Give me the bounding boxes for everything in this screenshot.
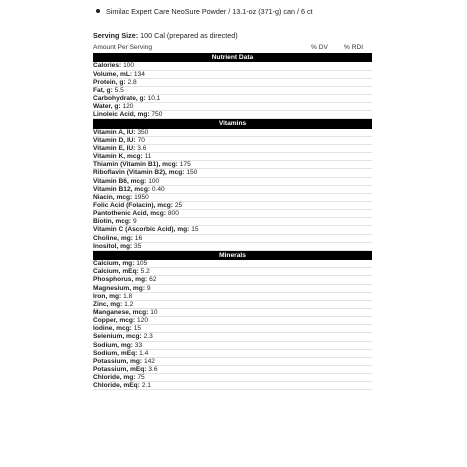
table-row (93, 325, 372, 333)
nutrient-value: 3.6 (148, 366, 158, 373)
table-row (93, 276, 372, 284)
nutrient-value: 100 (148, 177, 160, 185)
nutrient-value: 100 (123, 62, 135, 70)
nutrient-label: Riboflavin (Vitamin B2), mcg: (93, 169, 185, 177)
nutrient-label: Vitamin B12, mcg: (93, 185, 151, 193)
nutrient-label: Phosphorus, mg: (93, 276, 148, 284)
nutrient-label: Manganese, mcg: (93, 309, 149, 317)
table-row (93, 366, 372, 374)
nutrient-value: 62 (149, 276, 157, 284)
table-row (93, 62, 372, 70)
serving-size-label: Serving Size: (93, 31, 139, 40)
nutrient-value: 10 (150, 309, 158, 317)
table-row (93, 111, 372, 119)
nutrient-label: Thiamin (Vitamin B1), mcg: (93, 161, 178, 169)
nutrient-value: 1.4 (139, 349, 149, 357)
nutrient-label: Sodium, mg: (93, 341, 133, 349)
table-row (93, 342, 372, 350)
serving-size (93, 31, 238, 40)
serving-size-value: 100 Cal (prepared as directed) (140, 31, 238, 40)
table-row (93, 218, 372, 226)
nutrient-value: 1950 (134, 193, 149, 201)
nutrient-label: Sodium, mEq: (93, 349, 138, 357)
nutrient-label: Pantothenic Acid, mcg: (93, 210, 167, 218)
nutrient-value: 15 (191, 226, 199, 234)
nutrient-label: Vitamin E, IU: (93, 145, 136, 153)
nutrient-label: Protein, g: (93, 78, 126, 86)
section-header: Nutrient Data (93, 53, 372, 62)
table-row (93, 145, 372, 153)
header-amount: Amount Per Serving (93, 44, 153, 51)
table-row (93, 129, 372, 137)
nutrient-value: 1.2 (124, 300, 134, 308)
nutrient-value: 16 (134, 234, 143, 242)
nutrient-label: Vitamin A, IU: (93, 128, 136, 136)
table-row (93, 317, 372, 325)
nutrient-label: Potassium, mg: (93, 357, 143, 365)
nutrient-label: Zinc, mg: (93, 300, 123, 308)
nutrient-label: Choline, mg: (93, 234, 133, 242)
table-row (93, 194, 372, 202)
table-row (93, 87, 372, 95)
table-row (93, 169, 372, 177)
section-header: Vitamins (93, 119, 372, 128)
table-row (93, 382, 372, 390)
nutrient-value: 0.40 (151, 185, 165, 193)
nutrient-label: Calcium, mEq: (93, 268, 139, 276)
nutrient-value: 142 (143, 357, 155, 365)
table-row (93, 186, 372, 194)
nutrient-value: 75 (137, 374, 145, 382)
nutrient-label: Volume, mL: (93, 70, 133, 78)
table-row (93, 333, 372, 341)
nutrient-value: 11 (144, 153, 152, 161)
table-row (93, 95, 372, 103)
nutrient-label: Carbohydrate, g: (93, 95, 146, 103)
nutrient-value: 1.8 (123, 292, 133, 300)
nutrient-value: 2.3 (143, 333, 153, 341)
section-header: Minerals (93, 251, 372, 260)
nutrient-label: Chloride, mEq: (93, 382, 140, 390)
nutrient-label: Linoleic Acid, mg: (93, 111, 150, 119)
table-row (93, 260, 372, 268)
nutrient-label: Folic Acid (Folacin), mcg: (93, 202, 173, 210)
table-row (93, 71, 372, 79)
nutrient-value: 3.6 (137, 145, 147, 153)
table-row (93, 358, 372, 366)
header-dv: % DV (311, 44, 328, 51)
nutrient-value: 15 (133, 325, 142, 333)
nutrient-value: 9 (146, 284, 151, 292)
table-row (93, 210, 372, 218)
table-row (93, 293, 372, 301)
nutrition-table (93, 44, 372, 390)
table-row (93, 178, 372, 186)
nutrient-label: Copper, mcg: (93, 317, 136, 325)
nutrient-value: 9 (132, 218, 137, 226)
table-row (93, 285, 372, 293)
nutrient-label: Chloride, mg: (93, 374, 136, 382)
nutrient-label: Calcium, mg: (93, 260, 135, 268)
nutrient-value: 10.1 (147, 95, 161, 103)
bullet-icon (96, 9, 100, 13)
nutrient-value: 800 (167, 210, 179, 218)
nutrient-label: Iodine, mcg: (93, 325, 132, 333)
nutrient-value: 70 (137, 136, 145, 144)
nutrient-value: 134 (133, 70, 145, 78)
nutrient-value: 2.1 (141, 382, 151, 390)
nutrient-value: 120 (122, 103, 134, 111)
nutrient-label: Calories: (93, 62, 122, 70)
table-header (93, 44, 372, 53)
table-row (93, 79, 372, 87)
table-row (93, 226, 372, 234)
nutrient-value: 350 (137, 128, 149, 136)
table-row (93, 202, 372, 210)
nutrient-label: Biotin, mcg: (93, 218, 132, 226)
nutrient-value: 150 (186, 169, 198, 177)
nutrient-value: 35 (134, 242, 142, 250)
nutrient-label: Iron, mg: (93, 292, 122, 300)
nutrient-value: 105 (136, 260, 148, 268)
table-row (93, 301, 372, 309)
nutrient-value: 25 (174, 202, 183, 210)
nutrient-label: Niacin, mcg: (93, 193, 133, 201)
nutrient-label: Magnesium, mg: (93, 284, 146, 292)
table-row (93, 153, 372, 161)
table-row (93, 350, 372, 358)
nutrient-label: Vitamin B6, mcg: (93, 177, 147, 185)
product-title: Similac Expert Care NeoSure Powder / 13.1-oz (371-g) can / 6 ct (106, 7, 313, 16)
nutrient-value: 175 (179, 161, 191, 169)
table-row (93, 374, 372, 382)
nutrient-label: Vitamin C (Ascorbic Acid), mg: (93, 226, 190, 234)
header-rdi: % RDI (344, 44, 364, 51)
nutrient-value: 750 (151, 111, 163, 119)
nutrient-value: 2.8 (127, 78, 137, 86)
nutrient-value: 5.5 (114, 86, 124, 94)
nutrient-label: Selenium, mcg: (93, 333, 142, 341)
table-row (93, 161, 372, 169)
nutrient-label: Potassium, mEq: (93, 366, 147, 373)
table-row (93, 268, 372, 276)
nutrient-label: Inositol, mg: (93, 242, 133, 250)
nutrient-value: 5.2 (140, 268, 150, 276)
nutrient-value: 33 (134, 341, 143, 349)
table-row (93, 103, 372, 111)
nutrient-label: Water, g: (93, 103, 121, 111)
table-row (93, 309, 372, 317)
nutrient-label: Vitamin D, IU: (93, 136, 136, 144)
nutrient-label: Vitamin K, mcg: (93, 153, 143, 161)
table-row (93, 235, 372, 243)
table-row (93, 243, 372, 251)
nutrient-label: Fat, g: (93, 86, 113, 94)
nutrient-value: 120 (136, 317, 148, 325)
table-row (93, 137, 372, 145)
table-sections (93, 53, 372, 390)
